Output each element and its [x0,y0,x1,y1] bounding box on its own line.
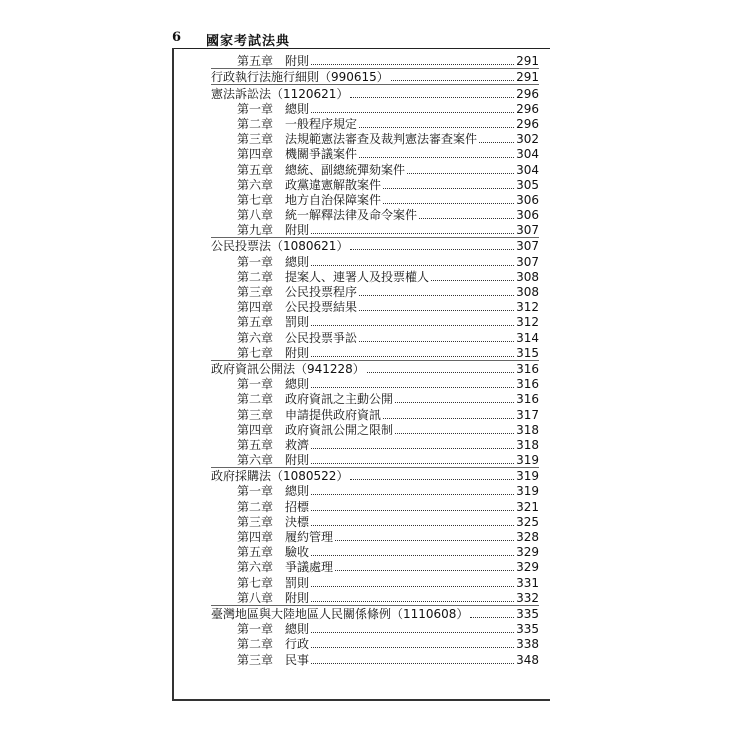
toc-page-number: 307 [516,239,539,254]
toc-chapter-entry [211,498,539,513]
chapter-title: 總統、副總統彈劾案件 [285,162,406,177]
chapter-number: 第五章 [237,437,274,452]
chapter-title: 總則 [285,101,310,116]
chapter-number: 第二章 [237,499,274,514]
law-title: 行政執行法施行細則（990615） [211,70,389,85]
dot-leader [311,510,514,511]
toc-page-number: 317 [516,407,539,422]
dot-leader [311,525,514,526]
toc-chapter-entry [211,514,539,529]
chapter-title: 公民投票爭訟 [285,330,358,345]
toc-chapter-entry [211,146,539,161]
chapter-number: 第三章 [237,407,274,422]
toc-chapter-entry [211,422,539,437]
toc-page-number: 291 [516,54,539,69]
toc-page-number: 302 [516,132,539,147]
chapter-number: 第二章 [237,392,274,407]
toc-chapter-entry [211,483,539,498]
toc-chapter-entry [211,376,539,391]
toc-page-number: 318 [516,422,539,437]
toc-chapter-entry [211,590,539,605]
toc-page-number: 304 [516,147,539,162]
dot-leader [311,463,514,464]
chapter-title: 附則 [285,345,310,360]
toc-chapter-entry [211,222,539,237]
toc-law-entry [211,605,539,621]
chapter-number: 第二章 [237,637,274,652]
toc-page-number: 335 [516,622,539,637]
dot-leader [395,402,514,403]
chapter-title: 總則 [285,622,310,637]
chapter-title: 政府資訊公開之限制 [285,422,394,437]
toc-page-number: 307 [516,254,539,269]
toc-page-number: 332 [516,590,539,605]
chapter-title: 附則 [285,590,310,605]
law-title: 憲法訴訟法（1120621） [211,86,349,101]
toc-chapter-entry [211,651,539,666]
law-title: 臺灣地區與大陸地區人民關係條例（1110608） [211,606,469,621]
chapter-title: 政府資訊之主動公開 [285,392,394,407]
chapter-number: 第五章 [237,162,274,177]
toc-chapter-entry [211,559,539,574]
toc-chapter-entry [211,621,539,636]
chapter-title: 附則 [285,54,310,69]
toc-page-number: 305 [516,177,539,192]
chapter-title: 地方自治保障案件 [285,192,382,207]
toc-page-number: 329 [516,560,539,575]
toc-chapter-entry [211,53,539,68]
toc-chapter-entry [211,161,539,176]
chapter-number: 第五章 [237,315,274,330]
toc-page-number: 316 [516,361,539,376]
toc-chapter-entry [211,284,539,299]
chapter-number: 第八章 [237,208,274,223]
dot-leader [311,647,514,648]
chapter-number: 第三章 [237,652,274,667]
toc-page-number: 325 [516,514,539,529]
toc-page-number: 335 [516,606,539,621]
chapter-number: 第二章 [237,116,274,131]
law-title: 公民投票法（1080621） [211,239,349,254]
toc-page-number: 331 [516,575,539,590]
dot-leader [311,601,514,602]
toc-page-number: 291 [516,70,539,85]
chapter-title: 決標 [285,514,310,529]
toc-chapter-entry [211,391,539,406]
chapter-number: 第一章 [237,101,274,116]
chapter-title: 招標 [285,499,310,514]
chapter-title: 罰則 [285,575,310,590]
dot-leader [383,418,514,419]
dot-leader [431,280,514,281]
dot-leader [311,325,514,326]
toc-chapter-entry [211,406,539,421]
chapter-number: 第四章 [237,147,274,162]
chapter-number: 第五章 [237,54,274,69]
toc-law-entry [211,84,539,100]
dot-leader [311,448,514,449]
chapter-title: 履約管理 [285,530,334,544]
dot-leader [350,479,514,480]
page-header [172,30,550,49]
chapter-number: 第八章 [237,590,274,605]
chapter-number: 第四章 [237,422,274,437]
toc-chapter-entry [211,131,539,146]
toc-page-number: 296 [516,101,539,116]
dot-leader [359,157,514,158]
toc-page-number: 318 [516,437,539,452]
toc-chapter-entry [211,299,539,314]
dot-leader [359,127,514,128]
dot-leader [359,341,514,342]
toc-page-number: 329 [516,545,539,560]
dot-leader [311,494,514,495]
dot-leader [407,173,514,174]
chapter-title: 統一解釋法律及命令案件 [285,208,418,223]
left-margin-rule [172,48,174,700]
toc-chapter-entry [211,116,539,131]
chapter-number: 第七章 [237,575,274,590]
toc-chapter-entry [211,544,539,559]
toc-page-number: 338 [516,637,539,652]
toc-page-number: 308 [516,269,539,284]
toc-chapter-entry [211,345,539,360]
toc-page-number: 307 [516,223,539,238]
toc-page-number: 316 [516,392,539,407]
chapter-title: 驗收 [285,545,310,560]
chapter-number: 第六章 [237,560,274,575]
table-of-contents [211,53,539,667]
toc-page-number: 296 [516,116,539,131]
dot-leader [311,387,514,388]
dot-leader [311,112,514,113]
dot-leader [359,310,514,311]
chapter-number: 第一章 [237,377,274,392]
dot-leader [359,295,514,296]
toc-law-entry [211,68,539,84]
dot-leader [311,64,514,65]
toc-chapter-entry [211,574,539,589]
toc-chapter-entry [211,437,539,452]
dot-leader [311,555,514,556]
dot-leader [383,188,514,189]
toc-chapter-entry [211,177,539,192]
dot-leader [350,97,514,98]
dot-leader [311,265,514,266]
chapter-number: 第七章 [237,192,274,207]
chapter-number: 第三章 [237,132,274,147]
law-title: 政府採購法（1080522） [211,469,349,484]
toc-law-entry [211,467,539,483]
toc-page-number: 296 [516,86,539,101]
chapter-number: 第一章 [237,484,274,499]
chapter-number: 第五章 [237,545,274,560]
toc-chapter-entry [211,101,539,116]
toc-page-number: 314 [516,330,539,345]
toc-page-number: 315 [516,345,539,360]
toc-chapter-entry [211,529,539,544]
dot-leader [383,203,514,204]
dot-leader [335,570,514,571]
dot-leader [350,249,514,250]
book-title: 國家考試法典 [206,34,291,49]
chapter-title: 爭議處理 [285,560,334,575]
chapter-title: 申請提供政府資訊 [285,407,382,422]
chapter-title: 一般程序規定 [285,116,358,131]
chapter-title: 附則 [285,223,310,238]
toc-page-number: 308 [516,285,539,299]
toc-chapter-entry [211,636,539,651]
toc-chapter-entry [211,329,539,344]
toc-chapter-entry [211,207,539,222]
toc-page-number: 348 [516,652,539,667]
chapter-title: 法規範憲法審查及裁判憲法審查案件 [285,132,478,147]
toc-page-number: 316 [516,377,539,392]
toc-chapter-entry [211,314,539,329]
chapter-number: 第六章 [237,330,274,345]
chapter-number: 第二章 [237,269,274,284]
chapter-number: 第一章 [237,254,274,269]
chapter-number: 第一章 [237,622,274,637]
dot-leader [311,663,514,664]
dot-leader [311,233,514,234]
toc-page-number: 304 [516,162,539,177]
dot-leader [391,80,514,81]
chapter-number: 第六章 [237,177,274,192]
toc-chapter-entry [211,192,539,207]
chapter-title: 附則 [285,453,310,468]
dot-leader [311,356,514,357]
toc-page-number: 306 [516,208,539,223]
chapter-number: 第九章 [237,223,274,238]
chapter-number: 第三章 [237,514,274,529]
toc-page-number: 312 [516,315,539,330]
toc-law-entry [211,360,539,376]
chapter-title: 救濟 [285,437,310,452]
dot-leader [311,632,514,633]
dot-leader [419,218,514,219]
chapter-number: 第七章 [237,345,274,360]
toc-chapter-entry [211,269,539,284]
law-title: 政府資訊公開法（941228） [211,361,365,376]
chapter-title: 行政 [285,637,310,652]
chapter-title: 總則 [285,484,310,499]
page-number: 6 [172,30,182,45]
chapter-title: 機關爭議案件 [285,147,358,162]
dot-leader [395,433,514,434]
dot-leader [367,372,514,373]
bottom-margin-rule [172,699,550,701]
chapter-title: 政黨違憲解散案件 [285,177,382,192]
chapter-title: 罰則 [285,315,310,330]
dot-leader [470,617,514,618]
chapter-title: 公民投票程序 [285,285,358,299]
chapter-title: 公民投票結果 [285,300,358,315]
chapter-number: 第四章 [237,530,274,544]
chapter-title: 民事 [285,652,310,667]
toc-page-number: 321 [516,499,539,514]
toc-page-number: 328 [516,530,539,544]
toc-chapter-entry [211,253,539,268]
chapter-title: 總則 [285,377,310,392]
chapter-number: 第四章 [237,300,274,315]
toc-page-number: 319 [516,453,539,468]
toc-chapter-entry [211,452,539,467]
dot-leader [335,540,514,541]
dot-leader [479,142,514,143]
chapter-title: 提案人、連署人及投票權人 [285,269,430,284]
chapter-number: 第六章 [237,453,274,468]
chapter-number: 第三章 [237,285,274,299]
toc-page-number: 319 [516,484,539,499]
toc-law-entry [211,237,539,253]
toc-page-number: 319 [516,469,539,484]
toc-page-number: 312 [516,300,539,315]
toc-page-number: 306 [516,192,539,207]
dot-leader [311,586,514,587]
chapter-title: 總則 [285,254,310,269]
